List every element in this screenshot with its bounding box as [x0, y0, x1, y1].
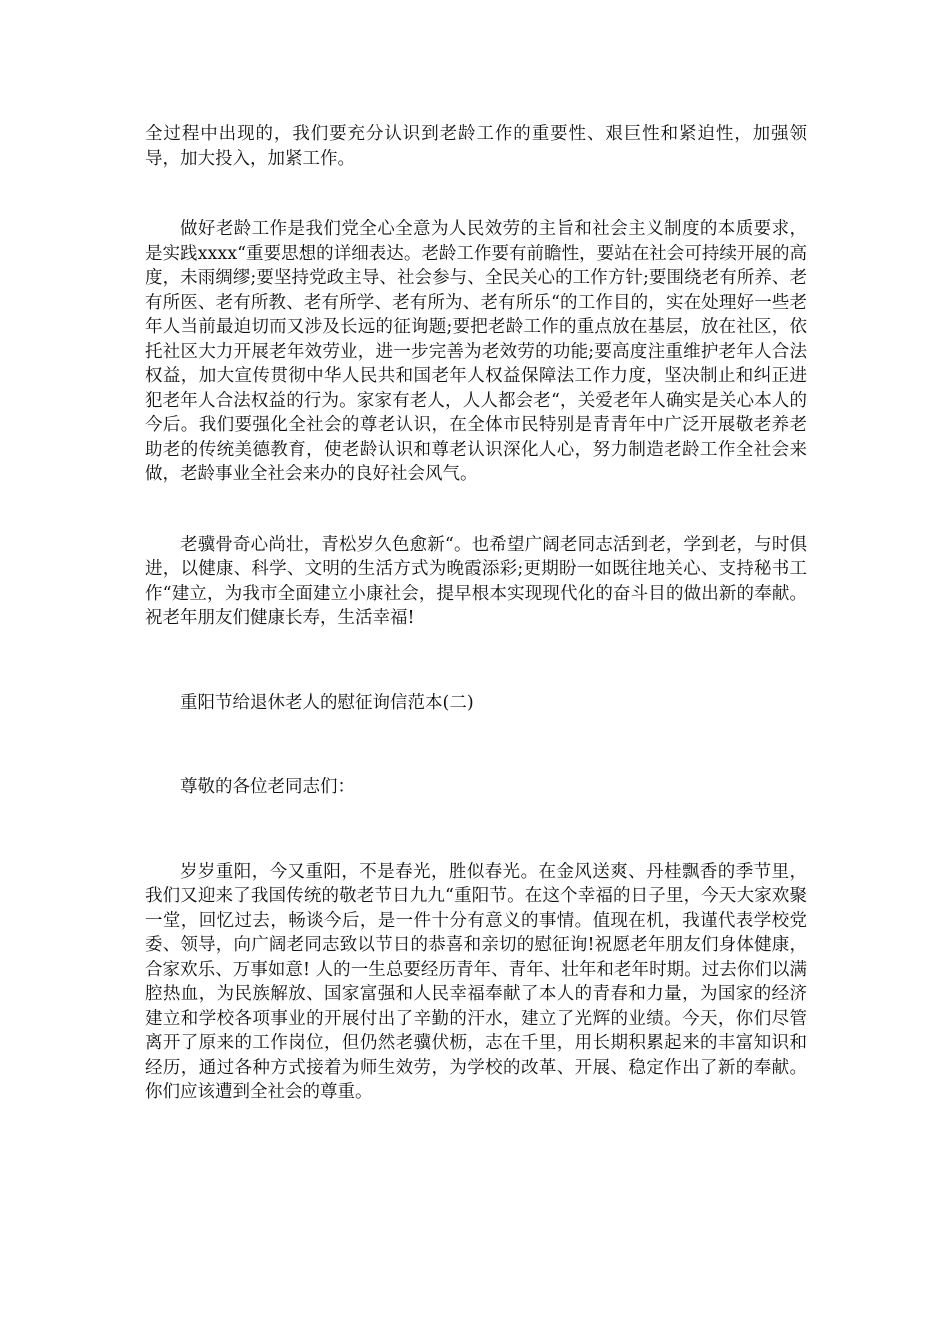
paragraph-closing-wishes: 老骥骨奇心尚壮，青松岁久色愈新“。也希望广阔老同志活到老，学到老，与时俱进，以健康、科学、文明的生活方式为晚霞添彩;更期盼一如既往地关心、支持秘书工作“建立，为我市全面建立小康社会，提早根本实现现代化的奋斗目的做出新的奉献。祝老年朋友们健康长寿，生活幸福! [145, 534, 807, 628]
document-body [145, 122, 807, 1105]
paragraph-greeting-letter: 岁岁重阳，今又重阳，不是春光，胜似春光。在金风送爽、丹桂飘香的季节里，我们又迎来了我国传统的敬老节日九九“重阳节。在这个幸福的日子里，今天大家欢聚一堂，回忆过去，畅谈今后，是一件十分有意义的事情。值现在机，我谨代表学校党委、领导，向广阔老同志致以节日的恭喜和亲切的慰征询!祝愿老年朋友们身体健康，合家欢乐、万事如意! 人的一生总要经历青年、青年、壮年和老年时期。过去你们以满腔热血，为民族解放、国家富强和人民幸福奉献了本人的青春和力量，为国家的经济建立和学校各项事业的开展付出了辛勤的汗水，建立了光辉的业绩。今天，你们尽管离开了原来的工作岗位，但仍然老骥伏枥，志在千里，用长期积累起来的丰富知识和经历，通过各种方式接着为师生效劳，为学校的改革、开展、稳定作出了新的奉献。你们应该遭到全社会的尊重。 [145, 861, 807, 1102]
paragraph-continuation: 全过程中出现的，我们要充分认识到老龄工作的重要性、艰巨性和紧迫性，加强领导，加大投入，加紧工作。 [145, 124, 807, 169]
section-heading: 重阳节给退休老人的慰征询信范本(二) [180, 692, 474, 713]
paragraph-elderly-work: 做好老龄工作是我们党全心全意为人民效劳的主旨和社会主义制度的本质要求，是实践xxxx“重要思想的详细表达。老龄工作要有前瞻性，要站在社会可持续开展的高度，未雨绸缪;要坚持党政主导、社会参与、全民关心的工作方针;要围绕老有所养、老有所医、老有所教、老有所学、老有所为、老有所乐“的工作目的，实在处理好一些老年人当前最迫切而又涉及长远的征询题;要把老龄工作的重点放在基层，放在社区，依托社区大力开展老年效劳业，进一步完善为老效劳的功能;要高度注重维护老年人合法权益，加大宣传贯彻中华人民共和国老年人权益保障法工作力度，坚决制止和纠正进犯老年人合法权益的行为。家家有老人，人人都会老“，关爱老年人确实是关心本人的今后。我们要强化全社会的尊老认识，在全体市民特别是青青年中广泛开展敬老养老助老的传统美德教育，使老龄认识和尊老认识深化人心，努力制造老龄工作全社会来做，老龄事业全社会来办的良好社会风气。 [145, 219, 807, 484]
salutation: 尊敬的各位老同志们： [180, 777, 355, 797]
